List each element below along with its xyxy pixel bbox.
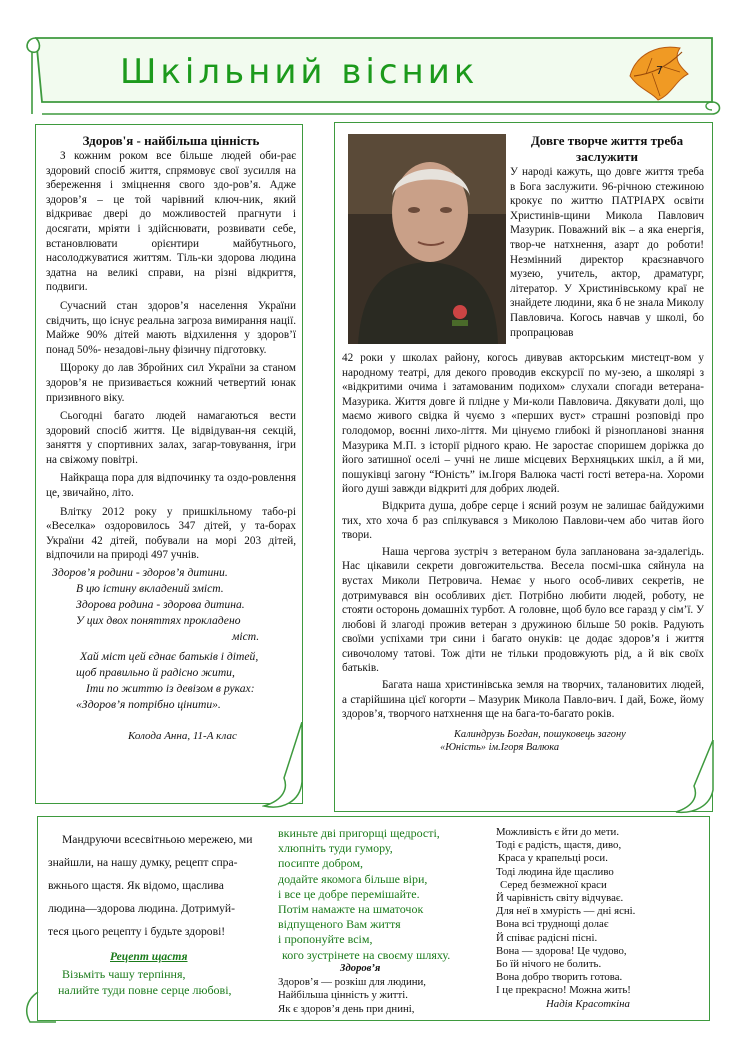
recipe-continued — [278, 826, 450, 963]
recipe-line: і пропонуйте всім, — [278, 932, 373, 947]
poem2-title: Здоров’я — [340, 963, 381, 974]
poem-line: Хай міст цей єднає батьків і дітей, — [80, 650, 259, 664]
poem-line: У цих двох поняттях прокладено — [76, 614, 241, 628]
poem2-author: Надія Красоткіна — [546, 997, 630, 1010]
poem2-line: Можливість є йти до мети. — [496, 826, 620, 838]
right-paragraph: Наша чергова зустріч з ветераном була запланована за-здалегідь. Нас цікавили секрети довгожительства. Весела посмі-шка сяйнула на вустах Миколи Петровича. Немає у нього особ-ливих секретів, не дотримувався він особливих дієт. Потрібно любити людей, роботу, не стояти осторонь домашніх турбот. А головне, щоб було все гаразд у сім’ї. У любові й злагоді прожив ветеран з дружиною більше 50 років. Радують своїми успіхами три сини і багато онуків: це додає здоров’я і життя сивочолому татові. Тож діти не тільки продовжують рід, а й вік своїх батьків. — [342, 545, 704, 675]
left-paragraph: З кожним роком все більше людей оби-рає здоровий спосіб життя, спрямовує свої зусилля на збереження і зміцнення свого здо-ров’я. Адже здоров’я – це той чарівний ключ-ник, який відкриває двері до можливостей прагнути і досягати, мріяти і здійснювати, розвивати себе, встановлювати орієнтири майбутнього, насолоджуватися життям. Тіль-ки здорова людина здатна на великі справи, на різні відкриття, подвиги. — [46, 150, 296, 294]
poem2-line: Тоді є радість, щастя, диво, — [496, 839, 622, 852]
poem-line: міст. — [232, 630, 260, 644]
left-author: Колода Анна, 11-А клас — [128, 730, 237, 743]
right-article-body — [342, 351, 704, 754]
recipe-line: вкиньте дві пригорщі щедрості, — [278, 826, 440, 840]
poem-line: Здорова родина - здорова дитина. — [76, 598, 245, 612]
left-article-title: Здоров'я - найбільша цінність — [82, 133, 260, 148]
bottom-intro — [48, 828, 268, 943]
left-paragraph: Сучасний стан здоров’я населення України свідчить, що існує реальна загроза вимирання нації. Майже 90% дітей мають відхилення у здоров’ї понад 50%- незадові-льну фізичну підготовку. — [46, 299, 296, 356]
poem2-line: Серед безмежної краси — [500, 878, 607, 891]
left-paragraph: Сьогодні багато людей намагаються вести здоровий спосіб життя. Це відвідуван-ня секцій, заняття у спортивних залах, загар-товування, ігри на свіжому повітрі. — [46, 410, 296, 466]
right-author-line: Калиндрузь Богдан, пошуковець загону — [454, 728, 626, 740]
page-title: Шкільний вісник — [120, 52, 479, 92]
intro-line: вжнього щастя. Як відомо, щаслива — [48, 879, 224, 892]
intro-line: Мандруючи всесвітньою мережею, ми — [62, 833, 253, 846]
right-paragraph: 42 роки у школах району, когось дивував акторським мистецт-вом у народному театрі, для декого проводив екскурсії по му-зею, а школярі з «відкритими очима і затамованим подихом» слухали спогади ветерана-Мазурика. Життя довге й плідне у Ми-коли Павловича. Дякувати долі, що маємо живого свідка й чуємо з «перших вуст» страшні розповіді про голодомор, воєнні лихо-ліття. Ми цінуємо глибокі й різнопланові знання Мазурика М.П. з історії рідного краю. Не заростає споришем доріжка до його затишної оселі – учні не лише місцевих Верхняцьких шкіл, а й ми, пошуківці загону “Юність” ім.Ігоря Валюка часті гості ветера-на. Хороми його душі завжди відкриті для добрих людей. — [342, 352, 704, 496]
intro-line: теся цього рецепту і будьте здорові! — [48, 925, 226, 938]
left-paragraph: Щороку до лав Збройних сил України за станом здоров’я не призивається кожний четвертий юнак призивного віку. — [46, 362, 296, 404]
right-article-top — [510, 133, 704, 340]
poem2-start — [278, 976, 426, 1016]
right-author-line: «Юність» ім.Ігоря Валюка — [440, 741, 560, 753]
right-author — [342, 728, 704, 754]
left-poem — [46, 565, 296, 713]
poem-line: щоб правильно й радісно жити, — [76, 666, 235, 680]
poem2-line: Найбільша цінність у житті. — [278, 989, 408, 1002]
poem-line: Здоров’я родини - здоров’я дитини. — [52, 566, 228, 580]
poem2-line: Краса у крапельці роси. — [498, 852, 608, 865]
recipe-line: налийте туди повне серце любові, — [58, 983, 232, 997]
recipe-line: і все це добре перемішайте. — [278, 886, 420, 901]
poem-line: Іти по життю із девізом в руках: — [86, 682, 255, 696]
intro-line: людина—здорова людина. Дотримуй- — [48, 902, 235, 915]
poem2-line: Й співає радісні пісні. — [496, 931, 598, 944]
recipe-line: кого зустрінете на своєму шляху. — [282, 947, 451, 962]
right-paragraph: Багата наша христинівська земля на творчих, талановитих людей, а старійшина цієї когорти – Мазурик Микола Павло-вич. І дай, Боже, йому здоров’я, творчого натхнення ще на бага-то-багато років. — [342, 679, 704, 721]
page-curl-bottom — [18, 990, 58, 1026]
poem2-line: І це прекрасно! Можна жить! — [496, 984, 631, 997]
veteran-photo — [348, 134, 506, 344]
poem2-line: Вона всі труднощі долає — [496, 918, 609, 931]
recipe-title: Рецепт щастя — [110, 950, 188, 963]
poem-line: «Здоров’я потрібно цінити». — [76, 698, 221, 712]
poem2-continued — [496, 826, 635, 1011]
recipe-start — [58, 966, 232, 998]
right-paragraph: Відкрита душа, добре серце і ясний розум не залишає байдужими тих, хто хоча б раз спілкувався з Миколою Павлови-чем або читав його твори. — [342, 499, 704, 542]
poem-line: В цю істину вкладений зміст. — [76, 582, 224, 596]
recipe-line: хлюпніть туди гумору, — [278, 841, 393, 856]
poem2-line: Вона добро творить готова. — [496, 971, 623, 984]
recipe-line: Візьміть чашу терпіння, — [62, 967, 186, 981]
poem2-line: Як є здоров’я день при днині, — [278, 1002, 415, 1015]
recipe-line: відпущеного Вам життя — [278, 917, 401, 932]
poem2-line: Й чарівність світу відчуває. — [496, 892, 624, 905]
leaf-number: 7 — [656, 64, 663, 77]
right-paragraph-intro: У народі кажуть, що довге життя треба в Бога заслужити. 96-річною стежиною крокує по життю ПАТРІАРХ освіти Христинів-щини Микола Павлович Мазурик. Поважний вік – а яка енергія, твор-че натхнення, азарт до роботи! Незмінний директор краєзнавчого музею, учитель, актор, драматург, літератор. У Христинівському краї не знайдете людини, яка б не знала Миколу Павловича. Когось навчав у школі, бо пропрацював — [510, 166, 704, 339]
right-article-title: Довге творче життя треба заслужити — [530, 133, 684, 164]
left-article — [46, 133, 296, 744]
recipe-line: додайте якомога більше віри, — [278, 871, 428, 886]
poem2-line: Тоді людина йде щасливо — [496, 865, 614, 878]
portrait-image — [348, 134, 506, 344]
poem2-line: Бо їй нічого не болить. — [496, 958, 602, 971]
intro-line: знайшли, на нашу думку, рецепт спра- — [48, 856, 238, 869]
poem2-line: Вона — здорова! Це чудово, — [496, 944, 627, 957]
left-paragraph: Влітку 2012 року у пришкільному табо-рі «Веселка» оздоровилось 347 дітей, у та-борах України 42 дітей, побували на морі 203 дітей, відпочили на природі 497 учнів. — [46, 505, 296, 562]
autumn-leaf-icon — [622, 40, 692, 106]
left-paragraph: Найкраща пора для відпочинку та оздо-ровлення це, звичайно, літо. — [46, 472, 296, 500]
poem2-line: Для неї в хмурість — дні ясні. — [496, 905, 636, 918]
recipe-line: Потім намажте на шматочок — [278, 902, 424, 917]
poem2-line: Здоров’я — розкіш для людини, — [278, 976, 426, 988]
recipe-line: посипте добром, — [278, 856, 364, 871]
